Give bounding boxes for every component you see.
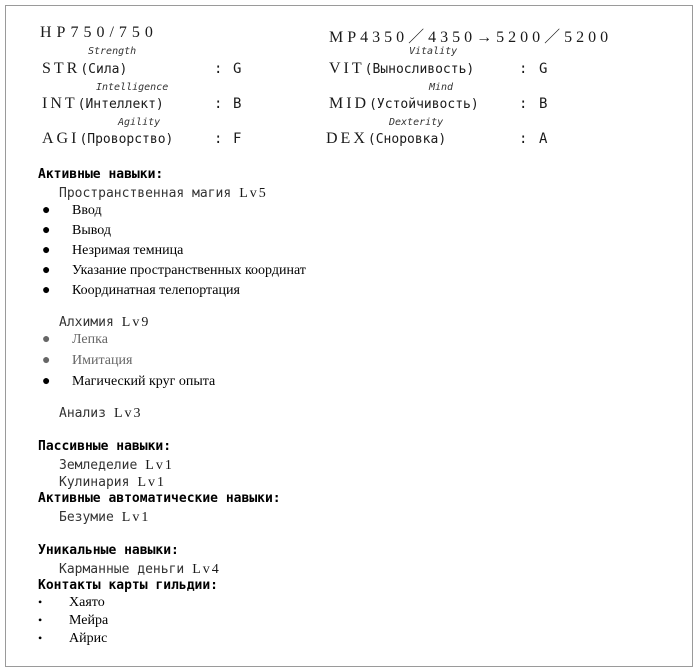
skill-analysis — [59, 404, 143, 422]
stat-int-name: (Интеллект) — [77, 97, 164, 112]
stat-str-colon: : — [214, 61, 223, 77]
active-skills-heading: Активные навыки: — [38, 167, 164, 182]
stat-vit-grade: G — [539, 61, 548, 77]
stat-vit — [329, 60, 474, 78]
hp-value: HP750/750 — [40, 24, 158, 41]
list-item: ● Ввод — [42, 203, 102, 218]
skill-alchemy — [59, 313, 150, 331]
list-item-label: Хаято — [69, 595, 105, 610]
stat-agi — [42, 130, 173, 148]
stat-int-grade: B — [233, 96, 242, 112]
skill-madness — [59, 508, 150, 526]
stat-agi-name: (Проворство) — [79, 132, 174, 147]
skill-pocket-money — [59, 560, 221, 578]
list-item-label: Имитация — [72, 353, 133, 368]
stat-str-english: Strength — [88, 46, 137, 57]
list-item: ● Координатная телепортация — [42, 283, 240, 298]
stat-str — [42, 60, 127, 78]
list-item: • Мейра — [38, 613, 109, 628]
stat-vit-code: VIT — [329, 60, 365, 77]
skill-level: Lv1 — [137, 475, 167, 490]
skill-level: Lv1 — [145, 458, 174, 473]
mp-value: MP4350／4350→5200／5200 — [329, 29, 613, 46]
skill-cooking — [59, 473, 166, 491]
guild-contacts-heading: Контакты карты гильдии: — [38, 578, 219, 593]
list-item-label: Незримая темница — [72, 243, 184, 258]
skill-name: Карманные деньги — [59, 562, 185, 577]
list-item-label: Магический круг опыта — [72, 374, 216, 389]
stat-mid-colon: : — [519, 96, 528, 112]
list-item-label: Координатная телепортация — [72, 283, 240, 298]
stat-mid-english: Mind — [429, 82, 454, 93]
list-item: ● Магический круг опыта — [42, 374, 216, 389]
stat-dex-name: (Сноровка) — [367, 132, 447, 147]
list-item-label: Мейра — [69, 613, 109, 628]
stat-mid-code: MID — [329, 95, 370, 112]
list-item-label: Указание пространственных координат — [72, 263, 306, 278]
list-item-label: Айрис — [69, 631, 108, 646]
list-item-label: Ввод — [72, 203, 102, 218]
stat-int-code: INT — [42, 95, 78, 112]
list-item: ● Незримая темница — [42, 243, 184, 258]
stat-mid-grade: B — [539, 96, 548, 112]
unique-skills-heading: Уникальные навыки: — [38, 543, 179, 558]
list-item: ● Указание пространственных координат — [42, 263, 306, 278]
stat-int-english: Intelligence — [96, 82, 169, 93]
stat-int-colon: : — [214, 96, 223, 112]
stat-vit-name: (Выносливость) — [364, 62, 475, 77]
skill-name: Алхимия — [59, 315, 114, 330]
list-item: ● Лепка — [42, 332, 108, 347]
skill-level: Lv4 — [192, 562, 221, 577]
list-item: ● Имитация — [42, 353, 133, 368]
skill-farming — [59, 456, 174, 474]
stat-dex — [326, 130, 446, 148]
passive-skills-heading: Пассивные навыки: — [38, 439, 172, 454]
stat-dex-grade: A — [539, 131, 548, 147]
stat-str-name: (Сила) — [80, 62, 128, 77]
skill-name: Безумие — [59, 510, 114, 525]
list-item-label: Лепка — [72, 332, 108, 347]
stat-str-code: STR — [42, 60, 81, 77]
stat-agi-code: AGI — [42, 130, 80, 147]
stat-vit-english: Vitality — [409, 46, 458, 57]
skill-level: Lv1 — [121, 510, 151, 525]
skill-level: Lv5 — [239, 186, 268, 201]
skill-name: Анализ — [59, 406, 106, 421]
stat-vit-colon: : — [519, 61, 528, 77]
stat-str-grade: G — [233, 61, 242, 77]
stat-dex-code: DEX — [326, 130, 368, 147]
stat-agi-english: Agility — [118, 117, 161, 128]
stat-agi-grade: F — [233, 131, 242, 147]
skill-name: Кулинария — [59, 475, 130, 490]
list-item: ● Вывод — [42, 223, 111, 238]
skill-level: Lv3 — [113, 406, 143, 421]
stat-dex-colon: : — [519, 131, 528, 147]
list-item: • Айрис — [38, 631, 108, 646]
stat-mid — [329, 95, 479, 113]
stat-agi-colon: : — [214, 131, 223, 147]
skill-space-magic — [59, 184, 268, 202]
skill-name: Пространственная магия — [59, 186, 232, 201]
list-item-label: Вывод — [72, 223, 111, 238]
list-item: • Хаято — [38, 595, 105, 610]
skill-level: Lv9 — [121, 315, 151, 330]
stat-mid-name: (Устойчивость) — [369, 97, 479, 112]
auto-skills-heading: Активные автоматические навыки: — [38, 491, 281, 506]
stat-dex-english: Dexterity — [389, 117, 444, 128]
stat-int — [42, 95, 164, 113]
skill-name: Земледелие — [59, 458, 138, 473]
